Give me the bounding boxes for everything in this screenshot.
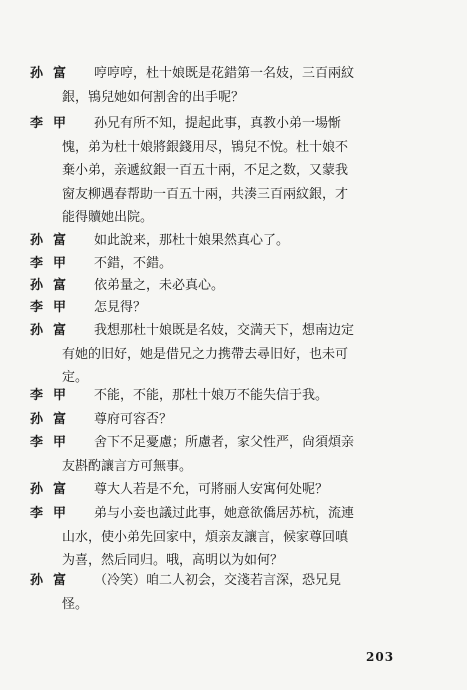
dialogue-entry-11 (30, 478, 440, 502)
dialogue-line: 舍下不足憂慮；所慮者，家父性严，尙須煩亲 (94, 435, 355, 450)
dialogue-line: 怪。 (62, 596, 89, 612)
dialogue-entry-12 (30, 502, 440, 573)
dialogue-line: 不錯，不錯。 (94, 256, 173, 271)
dialogue-entry-5 (30, 274, 440, 298)
speaker-label: 李甲 (30, 506, 77, 521)
dialogue-line: 有她的旧好，她是借兄之力携帶去尋旧好，也未可 (62, 346, 349, 362)
dialogue-line: 能得贖她出院。 (62, 210, 154, 225)
dialogue-entry-2 (30, 112, 440, 230)
dialogue-entry-4 (30, 252, 440, 276)
dialogue-line: 尊大人若是不允，可將丽人安寓何处呢？ (94, 482, 329, 497)
dialogue-line: 我想那杜十娘既是名妓，交満天下，想南边定 (94, 323, 355, 338)
dialogue-line: 山水，使小弟先回家中，煩亲友讓言，候家尊回嗔 (62, 529, 349, 545)
dialogue-line: 銀，鴇兒她如何割舍的出手呢？ (62, 89, 245, 105)
speaker-label: 孙富 (30, 573, 77, 588)
dialogue-line: 尊府可容否？ (94, 412, 173, 427)
dialogue-line: 为喜，然后同归。哦，高明以为如何？ (62, 553, 284, 568)
speaker-label: 李甲 (30, 388, 77, 403)
dialogue-line: 哼哼哼，杜十娘既是花錯第一名妓，三百兩紋 (94, 66, 355, 81)
speaker-label: 孙富 (30, 278, 77, 293)
speaker-label: 孙富 (30, 482, 77, 497)
speaker-label: 李甲 (30, 435, 77, 450)
dialogue-line: 弟与小妾也議过此事，她意欲僑居苏杭，流連 (94, 506, 355, 521)
dialogue-line: 友斟酌讓言方可無事。 (62, 458, 193, 474)
speaker-label: 李甲 (30, 256, 77, 271)
speaker-label: 孙富 (30, 323, 77, 338)
dialogue-line: 愧，弟为杜十娘將銀錢用尽，鴇兒不悅。杜十娘不 (62, 139, 349, 155)
dialogue-line: 不能，不能，那杜十娘万不能失信于我。 (94, 388, 329, 403)
speaker-label: 李甲 (30, 300, 77, 315)
dialogue-line: 窗友柳遇春帮助一百五十兩，共湊三百兩紋銀，才 (62, 186, 349, 202)
dialogue-line: 棄小弟，亲遞紋銀一百五十兩，不足之数，又蒙我 (62, 163, 349, 178)
speaker-label: 孙富 (30, 66, 77, 81)
speaker-label: 李甲 (30, 116, 77, 131)
dialogue-line: 怎見得？ (94, 300, 147, 315)
dialogue-line: 孙兄有所不知，提起此事，真教小弟一場惭 (94, 116, 342, 131)
dialogue-entry-3 (30, 229, 440, 253)
dialogue-line: （冷笑）咱二人初会，交淺若言深，恐兄見 (94, 573, 342, 588)
dialogue-entry-13 (30, 569, 440, 616)
speaker-label: 孙富 (30, 233, 77, 248)
dialogue-entry-1 (30, 62, 440, 109)
dialogue-line: 依弟量之，未必真心。 (94, 278, 225, 293)
page-number: 203 (366, 650, 395, 664)
dialogue-entry-7 (30, 319, 440, 390)
dialogue-entry-9 (30, 408, 440, 432)
dialogue-entry-10 (30, 431, 440, 478)
speaker-label: 孙富 (30, 412, 77, 427)
dialogue-line: 如此說来，那杜十娘果然真心了。 (94, 233, 290, 248)
dialogue-line: 定。 (62, 370, 89, 385)
dialogue-entry-8 (30, 384, 440, 408)
dialogue-entry-6 (30, 296, 440, 320)
